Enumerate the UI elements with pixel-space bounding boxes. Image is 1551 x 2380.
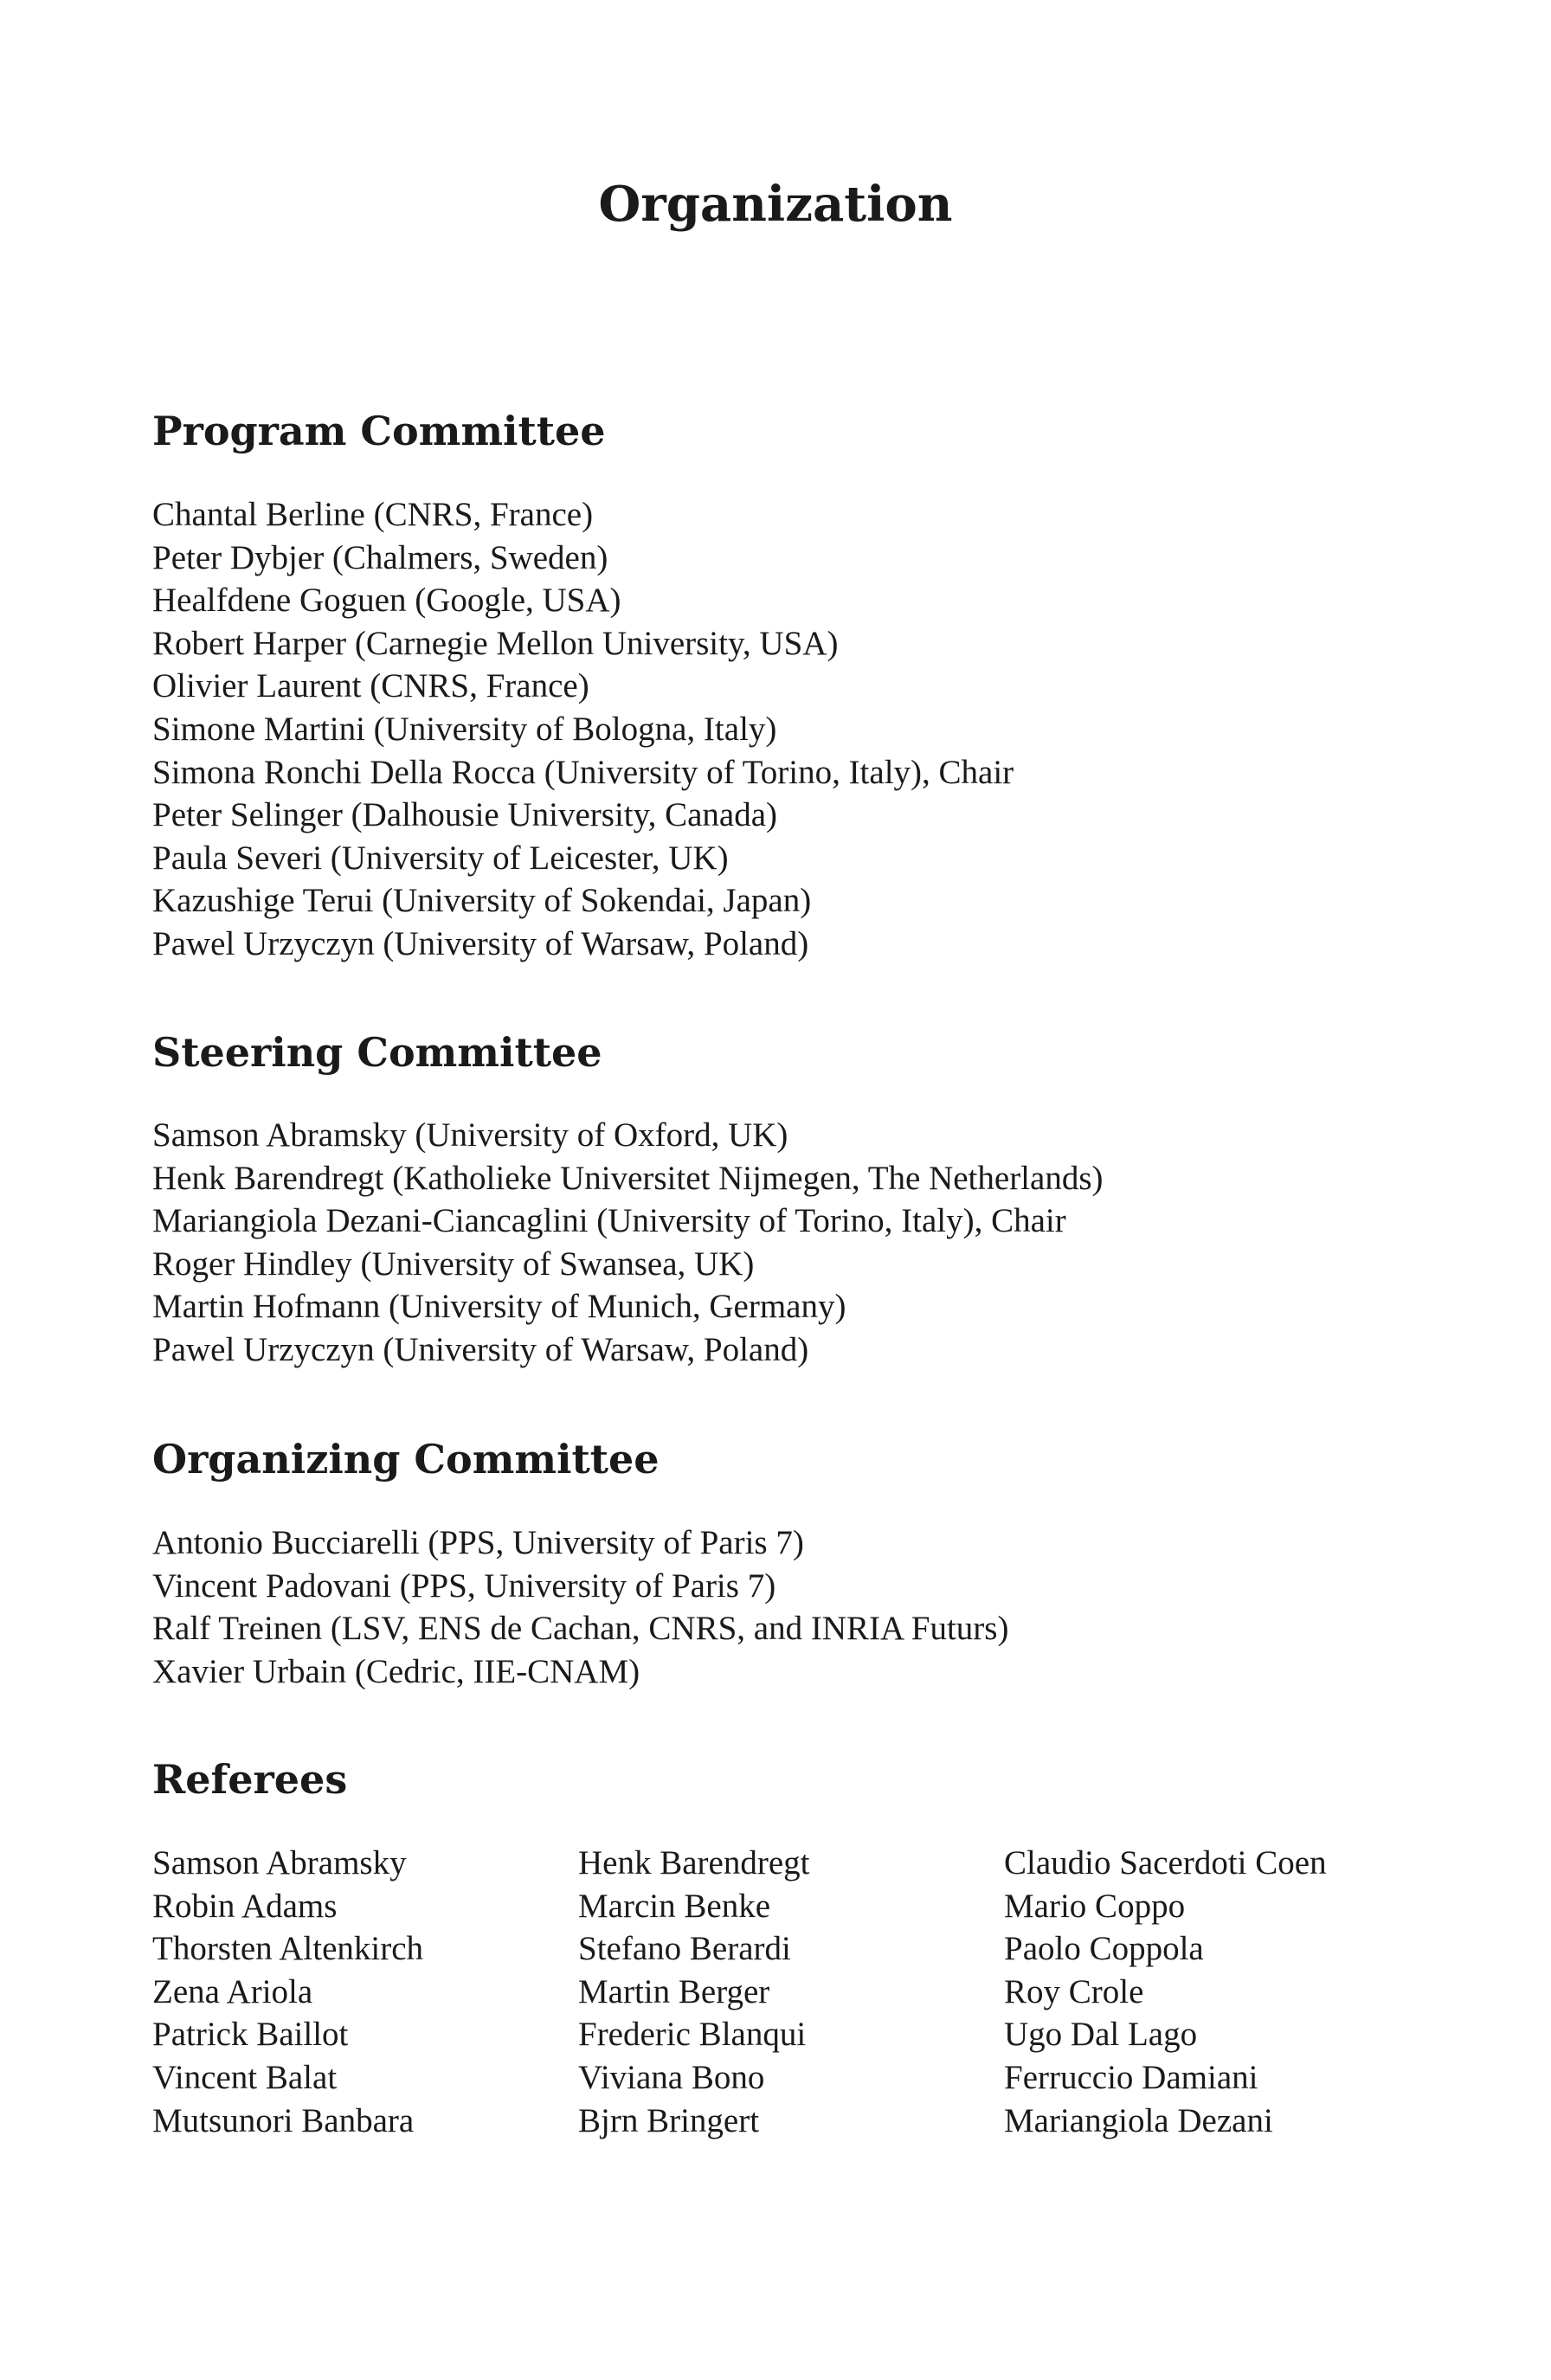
referee-name: Martin Berger xyxy=(578,1972,770,2010)
referee-name: Samson Abramsky xyxy=(152,1844,407,1881)
referees-column xyxy=(1004,1842,1327,2142)
referee-name: Stefano Berardi xyxy=(578,1930,791,1968)
organizing-committee-member: Xavier Urbain (Cedric, IIE-CNAM) xyxy=(152,1652,640,1690)
program-committee-member: Peter Selinger (Dalhousie University, Canada) xyxy=(152,796,778,834)
referee-name: Henk Barendregt xyxy=(578,1844,810,1881)
organizing-committee-member: Antonio Bucciarelli (PPS, University of Paris 7) xyxy=(152,1524,804,1561)
organizing-committee-heading: Organizing Committee xyxy=(152,1436,660,1483)
steering-committee-member: Henk Barendregt (Katholieke Universitet Nijmegen, The Netherlands) xyxy=(152,1159,1104,1197)
referees-grid xyxy=(152,1842,1416,2153)
referee-name: Ferruccio Damiani xyxy=(1004,2058,1258,2096)
organizing-committee-list xyxy=(152,1521,1008,1693)
program-committee-list xyxy=(152,493,1014,966)
referees-heading: Referees xyxy=(152,1756,348,1803)
steering-committee-heading: Steering Committee xyxy=(152,1029,602,1076)
program-committee-member: Peter Dybjer (Chalmers, Sweden) xyxy=(152,538,608,576)
referee-name: Patrick Baillot xyxy=(152,2016,349,2054)
program-committee-member: Paula Severi (University of Leicester, UK) xyxy=(152,839,729,877)
steering-committee-member: Pawel Urzyczyn (University of Warsaw, Poland) xyxy=(152,1330,809,1368)
page-title: Organization xyxy=(598,176,953,233)
referee-name: Ugo Dal Lago xyxy=(1004,2016,1198,2054)
program-committee-member: Simona Ronchi Della Rocca (University of Torino, Italy), Chair xyxy=(152,753,1014,791)
referee-name: Mario Coppo xyxy=(1004,1887,1186,1925)
program-committee-member: Robert Harper (Carnegie Mellon University, USA) xyxy=(152,624,839,662)
referee-name: Mariangiola Dezani xyxy=(1004,2101,1273,2139)
program-committee-heading: Program Committee xyxy=(152,408,606,454)
referees-column xyxy=(578,1842,809,2142)
organizing-committee-member: Ralf Treinen (LSV, ENS de Cachan, CNRS, and INRIA Futurs) xyxy=(152,1610,1009,1648)
referee-name: Claudio Sacerdoti Coen xyxy=(1004,1844,1327,1881)
referee-name: Zena Ariola xyxy=(152,1972,313,2010)
referee-name: Mutsunori Banbara xyxy=(152,2101,415,2139)
referee-name: Marcin Benke xyxy=(578,1887,771,1925)
program-committee-member: Simone Martini (University of Bologna, Italy) xyxy=(152,710,777,748)
referee-name: Vincent Balat xyxy=(152,2058,338,2096)
steering-committee-member: Martin Hofmann (University of Munich, Germany) xyxy=(152,1288,846,1326)
program-committee-member: Olivier Laurent (CNRS, France) xyxy=(152,667,589,705)
referee-name: Thorsten Altenkirch xyxy=(152,1930,424,1968)
referee-name: Frederic Blanqui xyxy=(578,2016,807,2054)
referee-name: Bjrn Bringert xyxy=(578,2101,760,2139)
program-committee-member: Chantal Berline (CNRS, France) xyxy=(152,496,594,533)
program-committee-member: Pawel Urzyczyn (University of Warsaw, Poland) xyxy=(152,924,809,962)
referee-name: Robin Adams xyxy=(152,1887,338,1925)
referee-name: Paolo Coppola xyxy=(1004,1930,1204,1968)
steering-committee-list xyxy=(152,1114,1104,1372)
steering-committee-member: Roger Hindley (University of Swansea, UK) xyxy=(152,1245,755,1283)
organizing-committee-member: Vincent Padovani (PPS, University of Paris 7) xyxy=(152,1566,776,1605)
referees-column xyxy=(152,1842,423,2142)
referee-name: Roy Crole xyxy=(1004,1972,1144,2010)
steering-committee-member: Samson Abramsky (University of Oxford, UK) xyxy=(152,1116,788,1154)
program-committee-member: Healfdene Goguen (Google, USA) xyxy=(152,582,621,620)
referee-name: Viviana Bono xyxy=(578,2058,765,2096)
program-committee-member: Kazushige Terui (University of Sokendai, Japan) xyxy=(152,882,812,920)
steering-committee-member: Mariangiola Dezani-Ciancaglini (University of Torino, Italy), Chair xyxy=(152,1202,1066,1240)
